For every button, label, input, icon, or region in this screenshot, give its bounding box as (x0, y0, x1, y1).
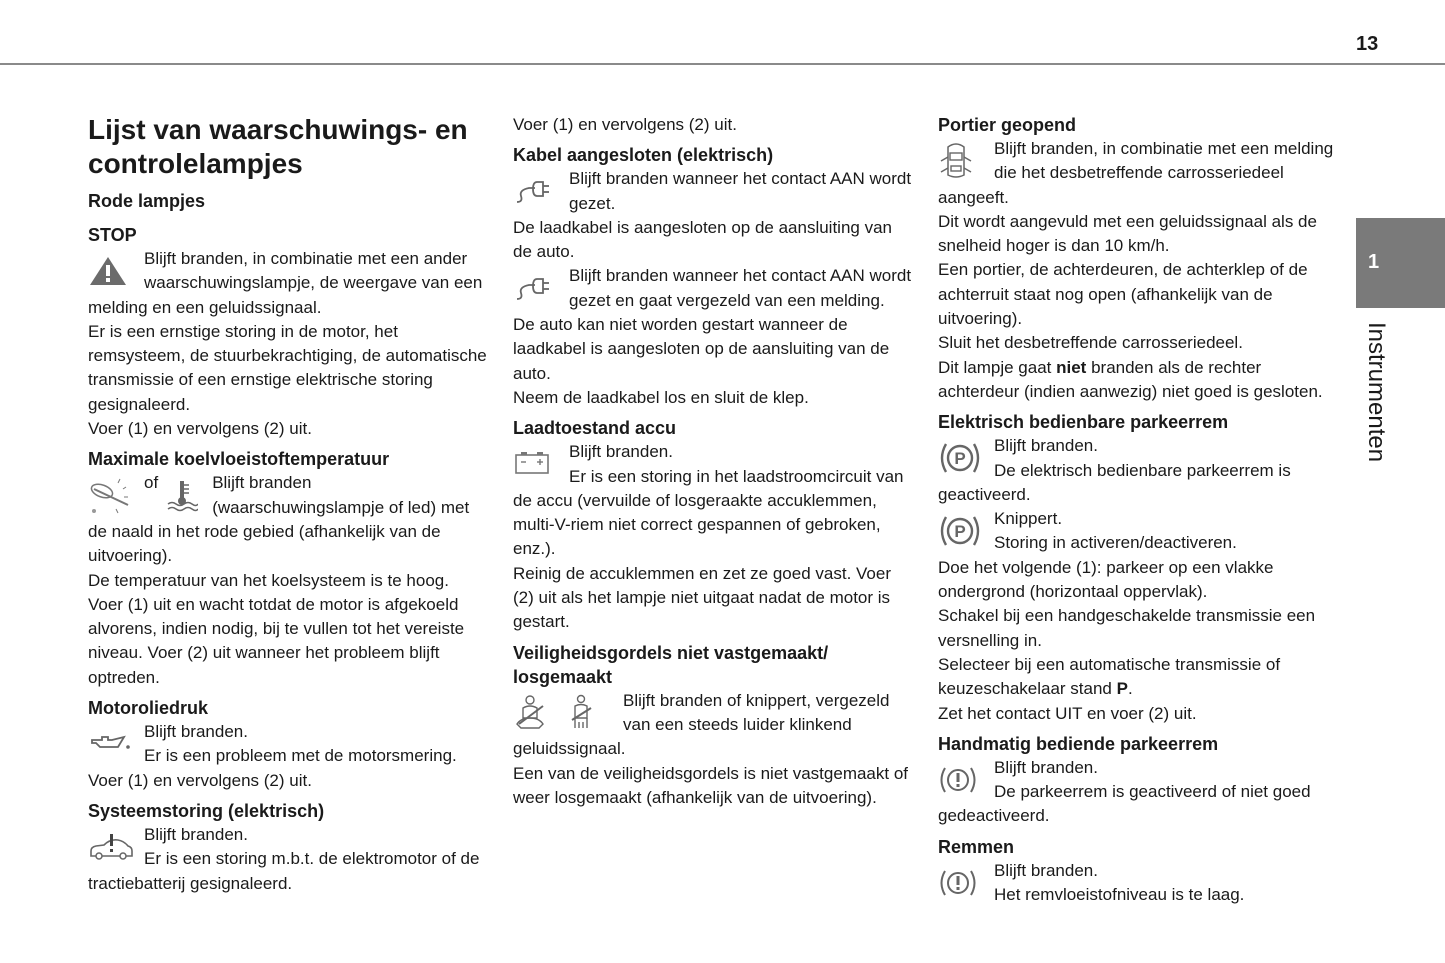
epb-entry1-text: Blijft branden. (994, 436, 1098, 456)
door-text-5 (938, 356, 1338, 405)
system-text-2: Er is een storing m.b.t. de elektromotor of de tractiebatterij gesignaleerd. (88, 849, 480, 893)
door-text-4: Sluit het desbetreffende carrosseriedeel. (938, 333, 1243, 353)
chapter-tab (1356, 218, 1445, 308)
oil-text-3: Voer (1) en vervolgens (2) uit. (88, 770, 312, 790)
oil-text-2: Er is een probleem met de motorsmering. (144, 746, 457, 766)
epb-line-c-pre: Selecteer bij een automatische transmissie of keuzeschakelaar stand (938, 654, 1281, 699)
epb-line-c-post: . (1127, 679, 1133, 699)
manual-brake-text-1: Blijft branden. (994, 757, 1098, 777)
epb-line-c (938, 653, 1338, 702)
column-1 (88, 113, 488, 896)
cable-entry-1 (513, 167, 913, 216)
svg-text:P: P (954, 449, 966, 469)
cable-entry2-action: Neem de laadkabel los en sluit de klep. (513, 387, 809, 407)
epb-entry2-text: Knippert. (994, 509, 1063, 529)
parking-brake-p-icon (938, 434, 990, 482)
car-warning-icon (88, 823, 140, 871)
oil-heading: Motoroliedruk (88, 698, 208, 719)
epb-line-c-bold: P (1116, 679, 1128, 699)
stop-text-1: Blijft branden, in combinatie met een ander waarschuwingslampje, de weergave van een melding en een geluidssignaal. (88, 249, 483, 317)
epb-line-a: Doe het volgende (1): parkeer op een vlakke ondergrond (horizontaal oppervlak). (938, 557, 1274, 602)
chapter-number: 1 (1368, 251, 1380, 273)
system-entry (88, 823, 488, 896)
seatbelt-entry (513, 689, 913, 762)
battery-text-1: Blijft branden. (569, 442, 673, 462)
svg-text:P: P (954, 522, 966, 542)
column2-intro: Voer (1) en vervolgens (2) uit. (513, 115, 737, 134)
coolant-text-1: Blijft branden (waarschuwingslampje of led) met de naald in het rode gebied (afhankelijk van de uitvoering). (88, 473, 470, 566)
door-text-5-bold: niet (1056, 357, 1087, 377)
cable-entry2-detail: De auto kan niet worden gestart wanneer de laadkabel is aangesloten op de aansluiting van de auto. (513, 315, 890, 383)
brakes-text-1: Blijft branden. (994, 860, 1098, 880)
stop-heading: STOP (88, 225, 137, 245)
battery-text-2: Er is een storing in het laadstroomcircuit van de accu (vervuilde of losgeraakte accuklemmen, multi-V-riem niet correct gespannen of gebroken, enz.). (513, 466, 904, 559)
section-subtitle: Rode lampjes (88, 191, 206, 211)
cable-entry-2 (513, 264, 913, 313)
seatbelt-front-icon (513, 689, 563, 737)
page-number: 13 (1356, 33, 1379, 55)
seatbelt-heading: Veiligheidsgordels niet vastgemaakt/ losgemaakt (513, 642, 829, 687)
coolant-temperature-icon (166, 471, 198, 519)
door-text-5-pre: Dit lampje gaat (938, 357, 1057, 377)
system-heading: Systeemstoring (elektrisch) (88, 800, 325, 821)
header-rule (0, 63, 1445, 65)
temperature-gauge-icon (88, 471, 136, 519)
door-text-1: Blijft branden, in combinatie met een melding die het desbetreffende carrosseriedeel aangeeft. (938, 139, 1334, 207)
epb-entry-1 (938, 434, 1338, 507)
seatbelt-text-2: Een van de veiligheidsgordels is niet vastgemaakt of weer losgemaakt (afhankelijk van de uitvoering). (513, 763, 909, 807)
brakes-entry (938, 859, 1338, 908)
door-text-5-post: branden als de rechter achterdeur (indien aanwezig) niet goed is gesloten. (938, 357, 1323, 401)
epb-line-d: Zet het contact UIT en voer (2) uit. (938, 703, 1197, 723)
seatbelt-text-1: Blijft branden of knippert, vergezeld van een steeds luider klinkend geluidssignaal. (513, 690, 890, 759)
cable-entry2-text: Blijft branden wanneer het contact AAN wordt gezet en gaat vergezeld van een melding. (569, 266, 912, 310)
battery-entry (513, 440, 913, 561)
oil-text-1: Blijft branden. (144, 722, 248, 742)
epb-entry2-detail: Storing in activeren/deactiveren. (994, 533, 1237, 553)
or-word: of (144, 473, 159, 493)
battery-text-3: Reinig de accuklemmen en zet ze goed vast. Voer (2) uit als het lampje niet uitgaat nadat de motor is gestart. (513, 563, 891, 632)
coolant-entry (88, 471, 488, 568)
stop-text-3: Voer (1) en vervolgens (2) uit. (88, 419, 312, 439)
cable-entry1-text: Blijft branden wanneer het contact AAN wordt gezet. (569, 169, 912, 213)
charging-plug-icon (513, 264, 565, 312)
epb-line-b: Schakel bij een handgeschakelde transmissie een versnelling in. (938, 606, 1316, 650)
chapter-label: Instrumenten (1363, 322, 1390, 463)
system-text-1: Blijft branden. (144, 824, 248, 844)
door-text-3: Een portier, de achterdeuren, de achterklep of de achterruit staat nog open (afhankelijk van de uitvoering). (938, 260, 1308, 329)
page-title: Lijst van waarschuwings- en controlelampjes (88, 114, 468, 179)
manual-brake-entry (938, 756, 1338, 829)
seatbelt-rear-icon (567, 689, 619, 737)
cable-heading: Kabel aangesloten (elektrisch) (513, 145, 774, 166)
brakes-text-2: Het remvloeistofniveau is te laag. (994, 885, 1245, 905)
door-open-icon (938, 137, 990, 185)
oil-entry (88, 720, 488, 769)
manual-brake-text-2: De parkeerrem is geactiveerd of niet goed gedeactiveerd. (938, 782, 1311, 826)
column-2 (513, 113, 913, 810)
brakes-heading: Remmen (938, 836, 1015, 857)
coolant-heading: Maximale koelvloeistoftemperatuur (88, 449, 390, 470)
stop-entry (88, 247, 488, 320)
manual-brake-heading: Handmatig bediende parkeerrem (938, 733, 1219, 754)
column-3 (938, 113, 1338, 907)
stop-text-2: Er is een ernstige storing in de motor, het remsysteem, de stuurbekrachtiging, de automatische transmissie of een ernstige elektrische storing gesignaleerd. (88, 321, 487, 414)
battery-icon (513, 440, 565, 488)
door-entry (938, 137, 1338, 210)
parking-brake-p-icon (938, 507, 990, 555)
oil-can-icon (88, 720, 140, 768)
warning-triangle-icon (88, 247, 140, 295)
door-heading: Portier geopend (938, 115, 1077, 135)
cable-entry1-detail: De laadkabel is aangesloten op de aansluiting van de auto. (513, 217, 892, 262)
coolant-text-3: Voer (1) uit en wacht totdat de motor is afgekoeld alvorens, indien nodig, bij te vullen tot het vereiste niveau. Voer (2) uit wanneer het probleem blijft optreden. (88, 594, 465, 687)
battery-heading: Laadtoestand accu (513, 418, 677, 439)
door-text-2: Dit wordt aangevuld met een geluidssignaal als de snelheid hoger is dan 10 km/h. (938, 211, 1317, 256)
coolant-text-2: De temperatuur van het koelsysteem is te hoog. (88, 570, 449, 590)
charging-plug-icon (513, 167, 565, 215)
epb-entry1-detail: De elektrisch bedienbare parkeerrem is geactiveerd. (938, 460, 1291, 504)
brake-warning-icon (938, 756, 990, 804)
brake-warning-icon (938, 859, 990, 907)
epb-entry-2 (938, 507, 1338, 556)
epb-heading: Elektrisch bedienbare parkeerrem (938, 412, 1229, 433)
